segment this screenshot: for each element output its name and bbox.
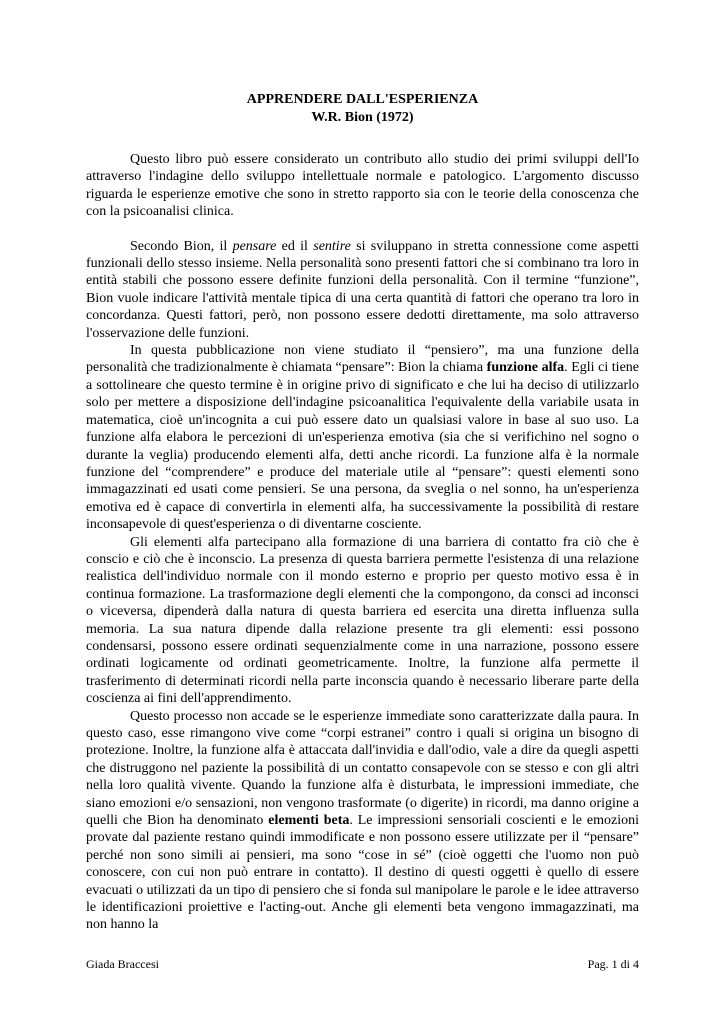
bold-elementi-beta: elementi beta: [268, 813, 350, 829]
emphasis-sentire: sentire: [313, 238, 351, 254]
document-body: [86, 151, 639, 934]
document-title: APPRENDERE DALL'ESPERIENZA: [246, 92, 479, 107]
paragraph-2-text-c: si sviluppano in stretta connessione come aspetti funzionali dello stesso insieme. Nella personalità sono presenti fattori che si combinano tra loro in entità stabili che possono essere definite funzioni della personalità. Con il termine “funzione”, Bion vuole indicare l'attività mentale tipica di una certa quantità di fattori che operano tra loro in concordanza. Questi fattori, però, non possono essere dedotti direttamente, ma solo attraverso l'osservazione delle funzioni.: [86, 238, 639, 341]
paragraph-5: [86, 708, 639, 934]
paragraph-3: [86, 342, 639, 533]
bold-funzione-alfa: funzione alfa: [486, 360, 565, 376]
paragraph-5-text-b: . Le impressioni sensoriali coscienti e le emozioni provate dal paziente restano quindi immodificate e non possono essere utilizzate per il “pensare” perché non sono simili ai pensieri, ma sono “cose in sé” (cioè oggetti che l'uomo non può conoscere, con cui non può entrare in contatto). Il destino di questi oggetti è quello di essere evacuati o utilizzati da un tipo di pensiero che si fonda sul manipolare le parole e le idee attraverso le identificazioni proiettive e l'acting-out. Anche gli elementi beta vengono immagazzinati, ma non hanno la: [86, 813, 639, 933]
document-subtitle: W.R. Bion (1972): [311, 110, 414, 125]
paragraph-1: Questo libro può essere considerato un contributo allo studio dei primi sviluppi dell'Io attraverso l'indagine dello sviluppo intellettuale normale e patologico. L'argomento discusso riguarda le esperienze emotive che sono in stretto rapporto sia con le teorie della conoscenza che con la psicoanalisi clinica.: [86, 152, 639, 220]
paragraph-5-text-a: Questo processo non accade se le esperienze immediate sono caratterizzate dalla paura. In questo caso, esse rimangono vive come “corpi estranei” contro i quali si origina un bisogno di protezione. Inoltre, la funzione alfa è attaccata dall'invidia e dall'odio, vale a dire da quegli aspetti che distruggono nel paziente la possibilità di un contatto consapevole con se stesso e con gli altri nella loro qualità vivente. Quando la funzione alfa è disturbata, le impressioni immediate, che siano emozioni e/o sensazioni, non vengono trasformate (o digerite) in ricordi, ma danno origine a quelli che Bion ha denominato: [86, 708, 639, 829]
emphasis-pensare: pensare: [232, 238, 277, 254]
footer-page-number: Pag. 1 di 4: [587, 957, 639, 971]
paragraph-4: Gli elementi alfa partecipano alla formazione di una barriera di contatto fra ciò che è conscio e ciò che è inconscio. La presenza di questa barriera permette l'esistenza di una relazione realistica dell'individuo normale con il mondo esterno e proprio per questo motivo essa è in continua formazione. La trasformazione degli elementi che la compongono, da consci ad inconsci o viceversa, dipenderà dalla natura di questa barriera ed esercita una diretta influenza sulla memoria. La sua natura dipende dalla relazione presente tra gli elementi: essi possono condensarsi, possono essere ordinati sequenzialmente come in una narrazione, possono essere ordinati logicamente od ordinati geometricamente. Inoltre, la funzione alfa permette il trasferimento di determinati ricordi nella parte inconscia quando è necessario liberare parte della coscienza ai fini dell'apprendimento.: [86, 534, 639, 707]
paragraph-2-text-b: ed il: [276, 238, 314, 254]
paragraph-3-text-a: In questa pubblicazione non viene studiato il “pensiero”, ma una funzione della personalità che tradizionalmente è chiamata “pensare”: Bion la chiama: [86, 343, 639, 376]
paragraph-2: [86, 238, 639, 342]
footer-author: Giada Braccesi: [86, 957, 159, 971]
paragraph-2-text-a: Secondo Bion, il: [130, 238, 233, 254]
paragraph-3-text-b: . Egli ci tiene a sottolineare che questo termine è in origine privo di significato e che lui ha deciso di utilizzarlo solo per mettere a disposizione dell'indagine psicoanalitica l'equivalente della variabile usata in matematica, cioè un'incognita a cui può essere dato un qualsiasi valore in base al suo uso. La funzione alfa elabora le percezioni di un'esperienza emotiva (sia che si verifichino nel sogno o durante la veglia) producendo elementi alfa, detti anche ricordi. La funzione alfa è la normale funzione del “comprendere” e produce del materiale utile al “pensare”: questi elementi sono immagazzinati ed usati come pensieri. Se una persona, da sveglia o nel sonno, ha un'esperienza emotiva ed è capace di convertirla in elementi alfa, ha successivamente la possibilità di restare inconsapevole di quest'esperienza o di diventarne cosciente.: [86, 360, 639, 533]
